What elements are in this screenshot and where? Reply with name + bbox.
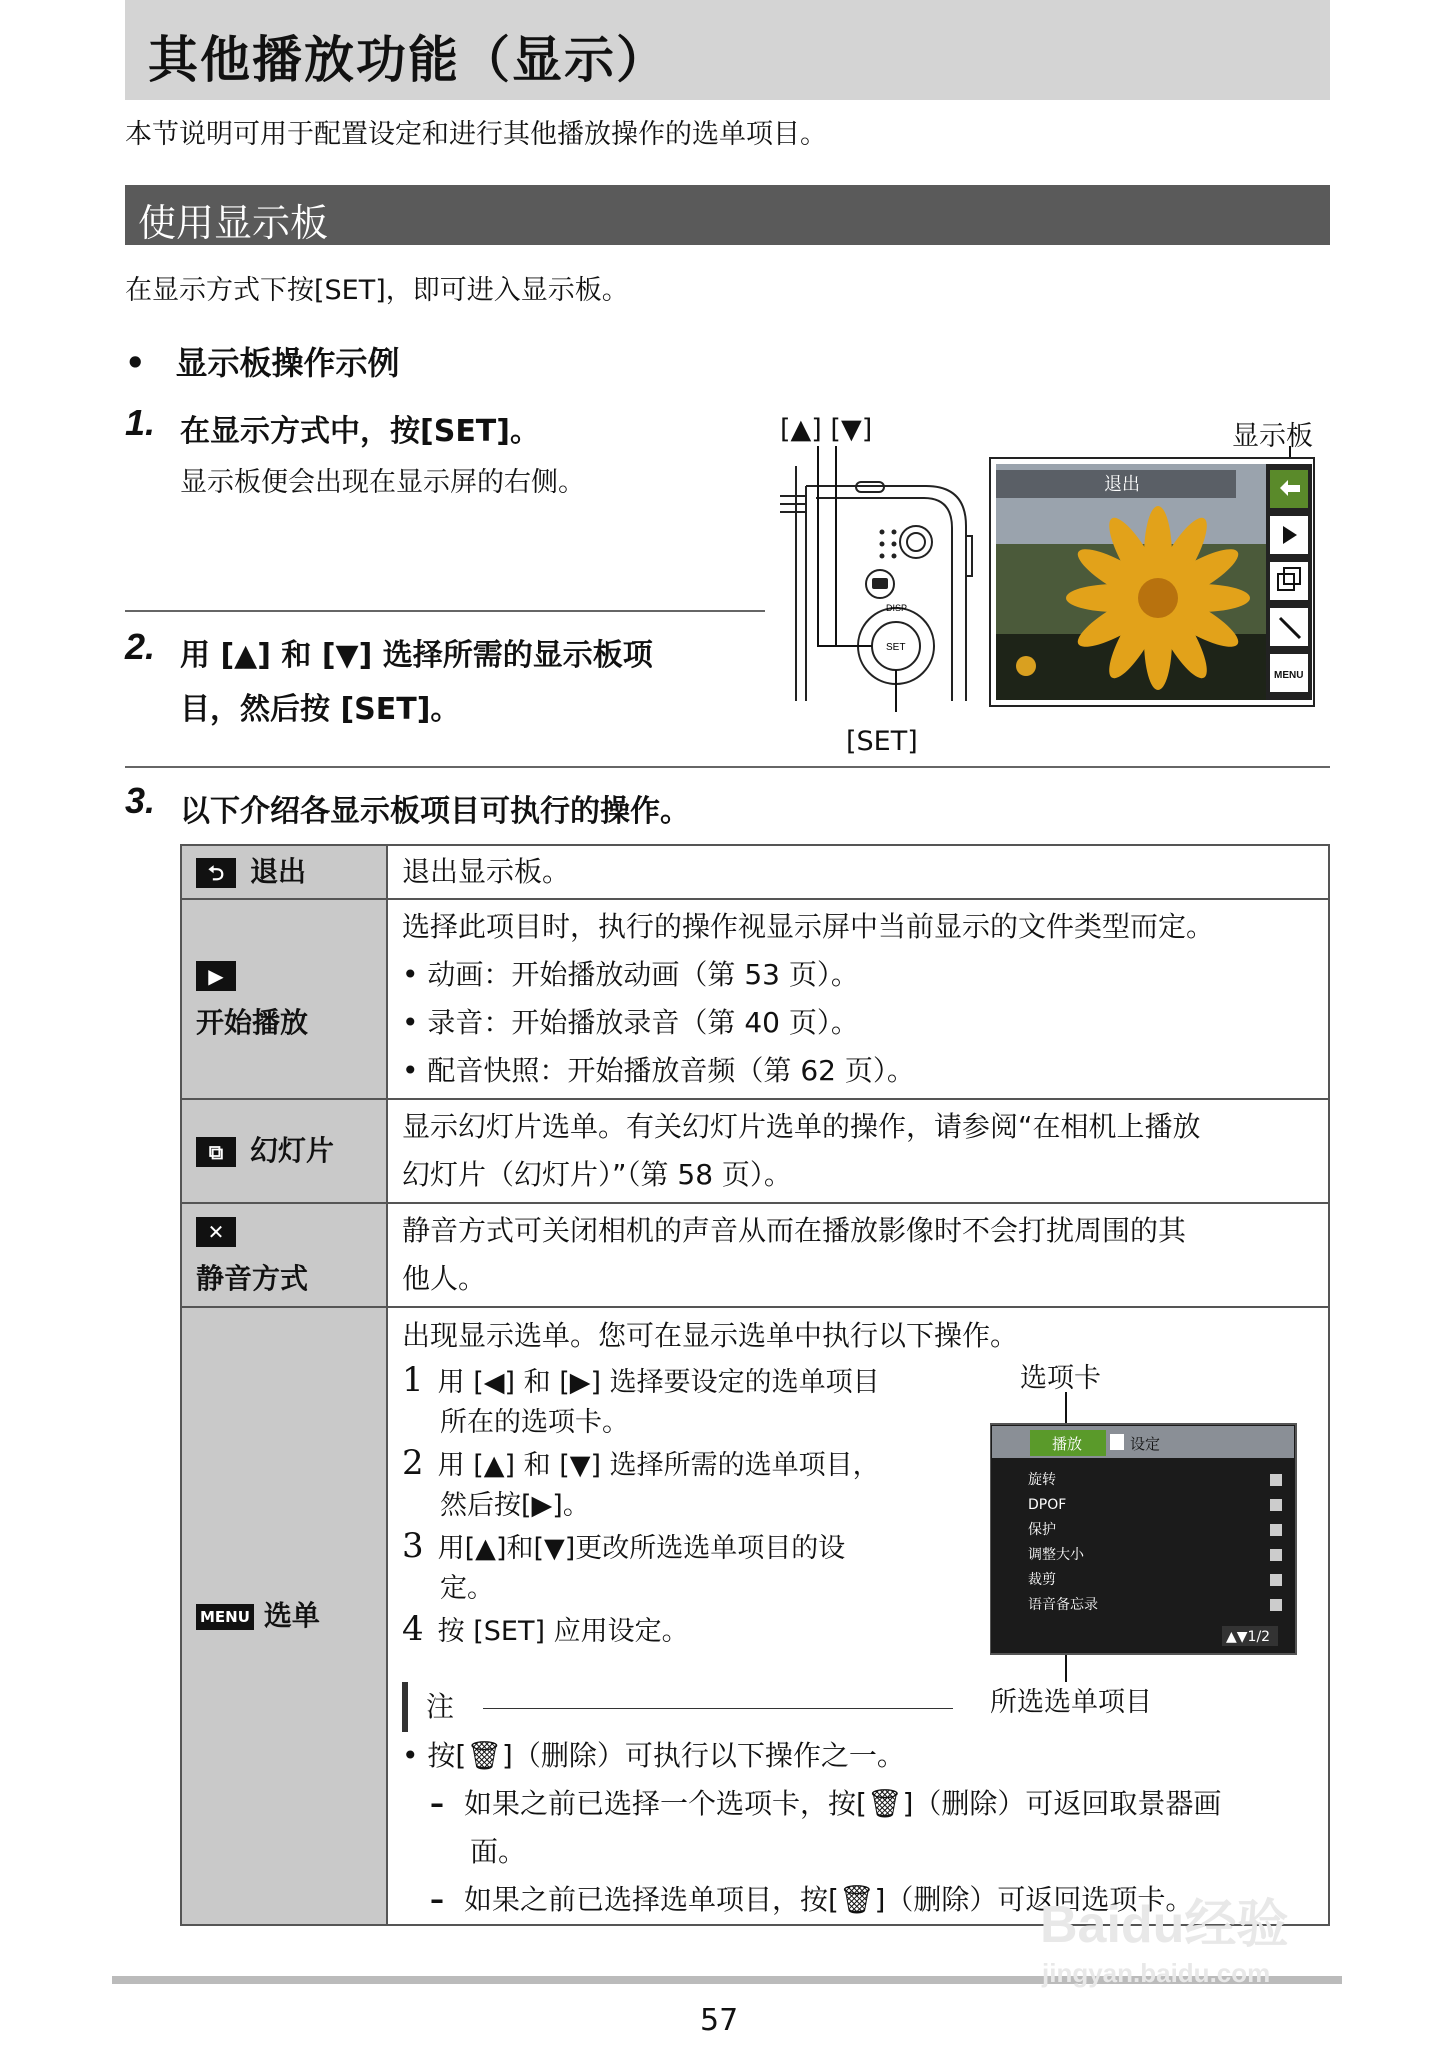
play-icon: ▶: [196, 961, 236, 991]
menu-desc-cell: 出现显示选单。您可在显示选单中执行以下操作。 1 用 [◀] 和 [▶] 选择要设定的选单项目 所在的选项卡。 2 用 [▲] 和 [▼] 选择所需的选单项目， 然后按[▶]。 3 用[▲]和[▼]更改所选选单项目的设 定。 4 按 [SET] 应用设定。 注 • 按[🗑]（删除）可执行以下操作之一。 – 如果之前已选择一个选项卡，按[🗑]（删除）可返回取景器画 面。 – 如果之前已选择选单项目，按[🗑]（删除）可返回选项卡。: [387, 1307, 1329, 1925]
exit-label-cell: ⮌ 退出: [181, 845, 387, 899]
table-row: [181, 845, 1329, 899]
updown-label: [▲] [▼]: [780, 414, 873, 445]
menu-step-2: 2 用 [▲] 和 [▼] 选择所需的选单项目，: [402, 1443, 880, 1483]
note-dash-2: – 如果之前已选择选单项目，按[🗑]（删除）可返回选项卡。: [430, 1883, 1194, 1916]
section-heading: 使用显示板: [138, 201, 329, 245]
list-item: • 动画：开始播放动画（第 53 页）。: [402, 958, 859, 991]
menu-label-cell: MENU 选单: [181, 1307, 387, 1925]
mute-desc-cell: 静音方式可关闭相机的声音从而在播放影像时不会打扰周围的其 他人。: [387, 1203, 1329, 1307]
note-heading: 注: [402, 1682, 986, 1732]
menu-step-4: 4 按 [SET] 应用设定。: [402, 1609, 689, 1649]
panel-operations-table: [180, 844, 1330, 1926]
tab-callout: 选项卡: [1020, 1363, 1101, 1394]
section-intro: 在显示方式下按[SET]，即可进入显示板。: [125, 275, 629, 306]
panel-label: 显示板: [1232, 421, 1313, 452]
page-title: 其他播放功能（显示）: [148, 31, 668, 89]
mute-label-cell: ✕ 静音方式: [181, 1203, 387, 1307]
play-label-cell: ▶ 开始播放: [181, 899, 387, 1099]
menu-item: 语音备忘录: [1028, 1597, 1098, 1613]
step-2-title: 用 [▲] 和 [▼] 选择所需的显示板项: [180, 638, 653, 673]
menu-item: 保护: [1028, 1522, 1056, 1538]
step-1-body: 显示板便会出现在显示屏的右侧。: [180, 467, 585, 498]
tab-playback: 播放: [1052, 1435, 1083, 1453]
slideshow-label-cell: ⧉ 幻灯片: [181, 1099, 387, 1203]
watermark-logo: Baidu经验: [1040, 1896, 1289, 1954]
play-desc-cell: 选择此项目时，执行的操作视显示屏中当前显示的文件类型而定。 • 动画：开始播放动画（第 53 页）。 • 录音：开始播放录音（第 40 页）。 • 配音快照：开始播放音频（第 62 页）。: [387, 899, 1329, 1099]
list-item: • 配音快照：开始播放音频（第 62 页）。: [402, 1054, 915, 1087]
page-indicator: ▲▼1/2: [1226, 1629, 1271, 1645]
menu-item: 裁剪: [1028, 1572, 1056, 1588]
divider: [125, 610, 765, 612]
step-1-number: 1.: [125, 402, 156, 443]
bullet-heading: • 显示板操作示例: [125, 344, 400, 382]
camera-illustration: [776, 446, 1336, 726]
table-row: [181, 899, 1329, 1099]
step-2-number: 2.: [125, 626, 156, 667]
intro-text: 本节说明可用于配置设定和进行其他播放操作的选单项目。: [125, 119, 827, 150]
set-label: [SET]: [846, 726, 918, 757]
svg-text:MENU: MENU: [1274, 670, 1304, 681]
set-button-text: SET: [886, 642, 906, 653]
step-3-title: 以下介绍各显示板项目可执行的操作。: [180, 794, 690, 829]
tab-settings: 设定: [1130, 1435, 1161, 1453]
menu-step-3: 3 用[▲]和[▼]更改所选选单项目的设: [402, 1526, 846, 1566]
menu-screen: [990, 1392, 1300, 1682]
mute-icon: ✕: [196, 1217, 236, 1247]
exit-overlay-text: 退出: [1104, 474, 1140, 495]
step-2-title-cont: 目，然后按 [SET]。: [180, 692, 461, 727]
watermark-url: jingyan.baidu.com: [1042, 1958, 1271, 1988]
page-number: 57: [700, 2003, 739, 2038]
step-3-number: 3.: [125, 780, 156, 821]
exit-icon: ⮌: [196, 858, 236, 888]
disp-text: DISP: [886, 603, 908, 613]
note-bullet: • 按[🗑]（删除）可执行以下操作之一。: [402, 1739, 905, 1772]
menu-item: DPOF: [1028, 1497, 1067, 1513]
menu-step-1: 1 用 [◀] 和 [▶] 选择要设定的选单项目: [402, 1360, 880, 1400]
step-1-title: 在显示方式中，按[SET]。: [180, 414, 540, 449]
table-row: [181, 1099, 1329, 1203]
note-dash-1: – 如果之前已选择一个选项卡，按[🗑]（删除）可返回取景器画: [430, 1787, 1222, 1820]
divider: [125, 766, 1330, 768]
item-callout: 所选选单项目: [990, 1687, 1152, 1718]
slideshow-icon: ⧉: [196, 1137, 236, 1167]
menu-item: 旋转: [1028, 1472, 1056, 1488]
exit-desc: 退出显示板。: [387, 845, 1329, 899]
slideshow-desc-cell: 显示幻灯片选单。有关幻灯片选单的操作，请参阅“在相机上播放 幻灯片（幻灯片）”（第 58 页）。: [387, 1099, 1329, 1203]
menu-item: 调整大小: [1028, 1547, 1084, 1563]
list-item: • 录音：开始播放录音（第 40 页）。: [402, 1006, 859, 1039]
menu-icon: MENU: [196, 1604, 254, 1630]
table-row: [181, 1203, 1329, 1307]
